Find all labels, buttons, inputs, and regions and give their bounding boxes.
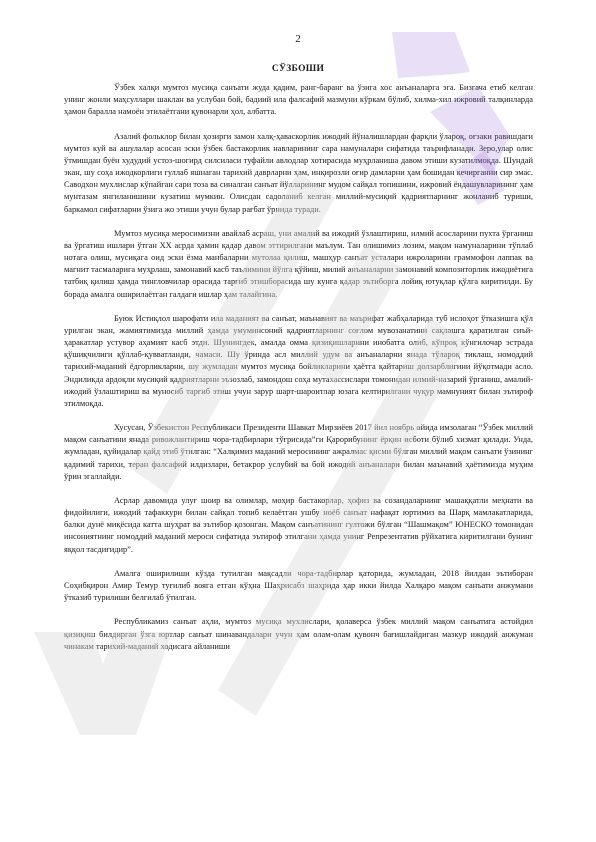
page-number: 2 (295, 33, 301, 45)
paragraph: Мумтоз мусиқа меросимизни авайлаб асраш, уни амалий ва ижодий ўзлаштириш, илмий асосларини пухта ўрганиш ва ўргатиш ишлари ўтган XX асрда ҳамин қадар давом эттирилгани маълум. Тан олишимиз лозим, мақом намуналарини тўплаб нотага олиш, мусиқага оид эски ёзма манбаларни мутолаа қилиш, машҳур санъат усталари ижроларини граммофон лаппак ва магнит тасмаларига муҳрлаш, замонавий касб таълимини йўлга қўйиш, милий анъаналарни замонавий композиторлик ижодиётига татбиқ қилиш ҳамда тингловчилар орасида тарғиб этишборасида шу кунга қадар эътиборга лойиқ ютуқлар қўлга киритилди. Бу борада амалга оширилаётган галдаги ишлар ҳам талайгина. (64, 228, 533, 299)
paragraph: Республикамиз санъат аҳли, мумтоз мусиқа мухлислари, қолаверса ўзбек миллий мақом санъатига астойдил қизиқиш билдирган ўзга юртлар санъат шинавандалари учун ҳам олам-олам қувонч бағишлайдиган мазкур ижодий анжуман чинакам тарихий-маданий ходисага айланиши (64, 617, 533, 651)
paragraph: Амалга оширилиши кўзда тутилган мақсадли чора-тадбирлар қаторида, жумладан, 2018 йилдан эътиборан Соҳибқирон Амир Темур туғилиб вояга етган кўҳна Шаҳрисабз шаҳрида ҳар икки йилда Халқаро мақом санъати анжумани ўтказиб турилиши белгилаб ўтилган. (64, 568, 533, 603)
body-text (64, 82, 533, 653)
page-title: СЎЗБОШИ (271, 64, 325, 74)
paragraph: Хусусан, Ўзбекистон Республикаси Президенти Шавкат Мирзиёев 2017 йил ноябрь ойида имзолаган “Ўзбек миллий мақом санъатини янада ривожлантириш чора-тадбирлари тўғрисида”ги Қарорибунинг ёрқин исботи бўлиб хизмат қилади. Унда, жумладан, қуйидалар қайд этиб ўтилган: “Халқимиз маданий меросининг ажралмас қисми бўлган миллий мақом санъати ўзининг қадимий тарихи, теран фалсафий илдизлари, бетакрор услубий ва бой ижодий анъаналари билан маънавий ҳаётимизда муҳим ўрин эгаллайди. (64, 423, 533, 481)
paragraph: Азалий фольклор билан ҳозирги замон халқ-ҳаваскорлик ижодий йўналишлардан фарқли ўлароқ, оғзаки равишдаги мумтоз куй ва ашулалар асосан эски ўзбек бастакорлик навларининг сара намуналари сифатида таърифланади. Зеро,улар олис ўтмишдан буён худудий устоз-шогирд силсиласи туфайли авлодлар хотирасида муҳрланиша давом этиши кузатилмоқда. Шундай экан, шу соҳа ижодкорлиги гуллаб яшнаган тарихий даврларни ҳам, инқирозли оғир дамларни ҳам бошидан кечирганни сир эмас. Саводхон мухлислар кўпайган сари тоза ва синалган санъат йўлларининг мудом сайқал топишини, ижровий ёндашувларининг ҳам мунтазам янгиланишини кузатиш мумкин. Олисдан садоланиб келган миллий-мусиқий қадриятларнинг жонланиб туриши, баркамол сифатларни ўзига жо этиши учун булар рағбат ўрнида туради. (64, 131, 533, 214)
paragraph: Асрлар давомида улуғ шоир ва олимлар, моҳир бастакорлар, ҳофиз ва созандаларнинг машаққатли меҳнати ва фидойилиги, ижодий тафаккури билан сайқал топиб келаётган ушбу ноёб санъат нафақат юртимиз ва Шарқ мамлакатларида, балки дунё миқёсида катта шуҳрат ва эътибор қозонган. Мақом санъатининг гултожи бўлган “Шашмақом” ЮНЕСКО томонидан инсониятнинг номоддий маданий мероси сифатида эътироф этилгани ҳамда унинг Репрезентатив рўйхатига киритилгани бунинг яққол тасдиғидир”. (64, 496, 533, 554)
paragraph: Ўзбек халқи мумтоз мусиқа санъати жуда қадим, ранг-баранг ва ўзига хос анъаналарга эга. Бизгача етиб келган унинг жонли маҳсуллари шаклан ва услубан бой, бадиий ила фалсафий мазмуни кўркам бўлиб, хилма-хил ижровий талқинларда ҳамон баралла намоён этилаётгани қувонарли ҳол, албатта. (64, 83, 533, 117)
paragraph: Буюк Истиқлол шарофати ила маданият ва санъат, маънавият ва маърифат жабҳаларида туб ислоҳот ўтказишга қўл урилган экан, жамиятимизда миллий ҳамда умуминсоний қадриятларнинг соғлом мувозанатини сақлашга қаратилган сиъй-ҳаракатлар устувор аҳамият касб этди. Шунингдек, амалда омма қизиқишларини инобатга олиб, кўпроқ кўнгилочар эстрада қўшиқчилиги қўллаб-қувватланди, чамаси. Шу ўринда асл миллий удум ва анъаналарни янада тўлароқ тиклаш, номоддий тарихий-маданий ёдгорликларни, шу жумладан мумтоз мусиқа бойликларини ҳаётга қайтариш долзарблигини йўқотмади асло. Эндиликда ардоқли мусиқий қадриятларни эъзозлаб, замондош соҳа мутахассислари томонидан илмий-назарий ўрганиш, амалий-ижодий ўзлаштириш ва муносиб тарғиб этиш учун зарур шарт-шароитлар юзага келтирилгани чуқур мамнуният билан эътироф этилмоқда. (64, 313, 533, 408)
